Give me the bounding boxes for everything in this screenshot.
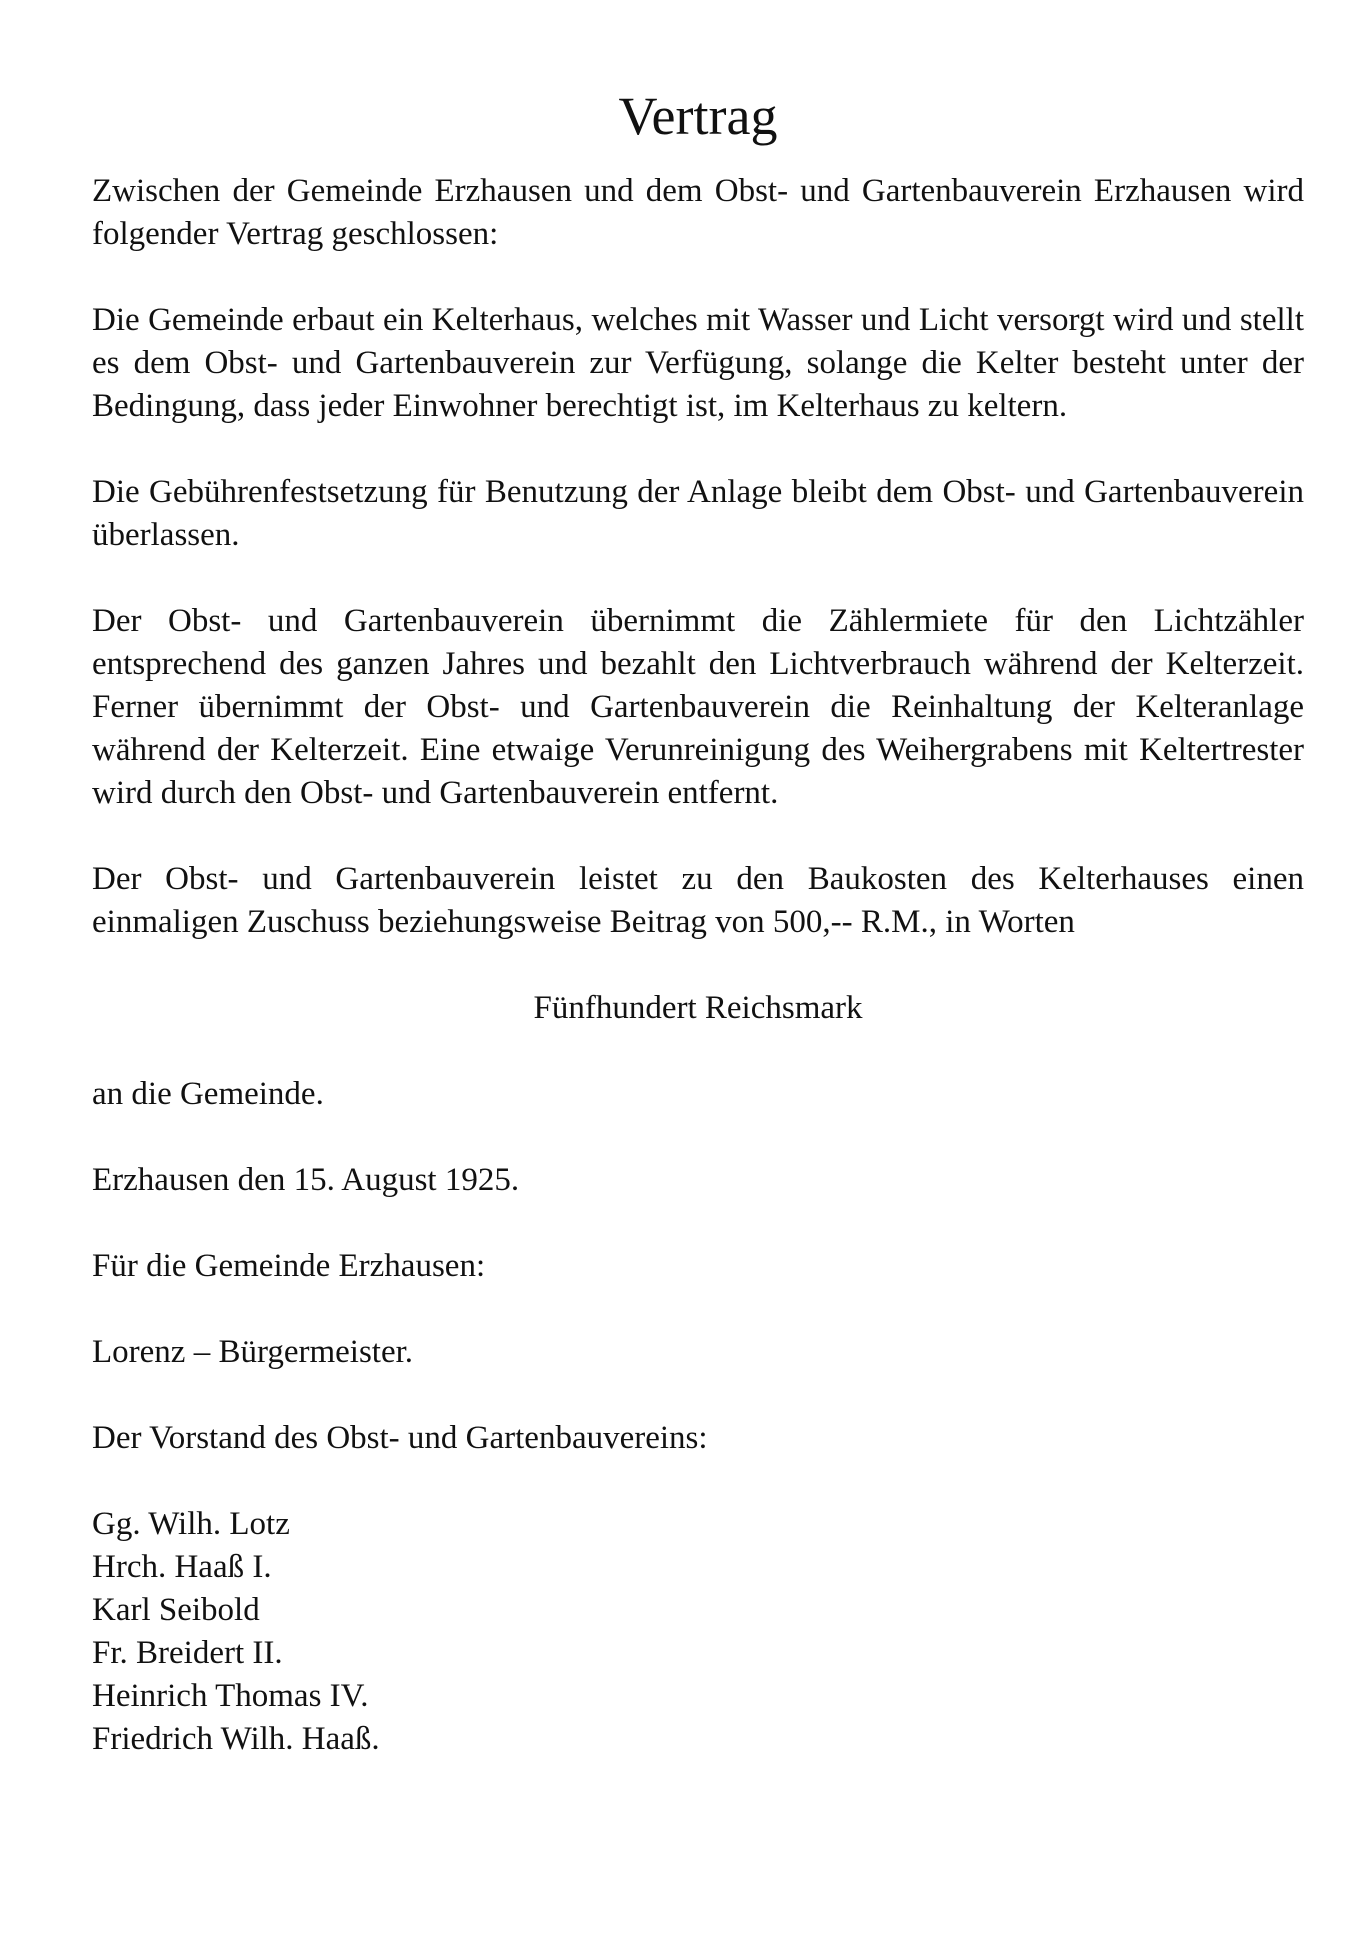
municipality-label: Für die Gemeinde Erzhausen: xyxy=(92,1248,486,1284)
board-member: Hrch. Haaß I. xyxy=(92,1549,272,1585)
paragraph-contribution: Der Obst- und Gartenbauverein leistet zu den Baukosten des Kelterhauses einen einmaligen Zuschuss beziehungsweise Beitrag von 500,-- R.M., in Worten xyxy=(92,861,1304,940)
board-member: Gg. Wilh. Lotz xyxy=(92,1506,290,1542)
paragraph-parties: Zwischen der Gemeinde Erzhausen und dem Obst- und Gartenbauverein Erzhausen wird folgender Vertrag geschlossen: xyxy=(92,173,1304,252)
closing-line: an die Gemeinde. xyxy=(92,1076,324,1112)
board-member: Friedrich Wilh. Haaß. xyxy=(92,1721,380,1757)
board-label: Der Vorstand des Obst- und Gartenbauvereins: xyxy=(92,1420,708,1456)
board-member: Heinrich Thomas IV. xyxy=(92,1678,369,1714)
document-title: Vertrag xyxy=(618,86,778,146)
paragraph-kelterhaus: Die Gemeinde erbaut ein Kelterhaus, welches mit Wasser und Licht versorgt wird und stellt es dem Obst- und Gartenbauverein zur Verfügung, solange die Kelter besteht unter der Bedingung, dass jeder Einwohner berechtigt ist, im Kelterhaus zu keltern. xyxy=(92,302,1304,424)
board-members-list xyxy=(92,1503,1304,1761)
board-member: Karl Seibold xyxy=(92,1592,260,1628)
amount-in-words: Fünfhundert Reichsmark xyxy=(533,990,863,1026)
place-date: Erzhausen den 15. August 1925. xyxy=(92,1162,520,1198)
document-page xyxy=(92,84,1304,1761)
paragraph-fees: Die Gebührenfestsetzung für Benutzung der Anlage bleibt dem Obst- und Gartenbauverein überlassen. xyxy=(92,474,1304,553)
board-member: Fr. Breidert II. xyxy=(92,1635,283,1671)
mayor-signature: Lorenz – Bürgermeister. xyxy=(92,1334,414,1370)
paragraph-obligations: Der Obst- und Gartenbauverein übernimmt die Zählermiete für den Lichtzähler entsprechend des ganzen Jahres und bezahlt den Lichtverbrauch während der Kelterzeit. Ferner übernimmt der Obst- und Gartenbauverein die Reinhaltung der Kelteranlage während der Kelterzeit. Eine etwaige Verunreinigung des Weihergrabens mit Keltertrester wird durch den Obst- und Gartenbauverein entfernt. xyxy=(92,603,1304,811)
